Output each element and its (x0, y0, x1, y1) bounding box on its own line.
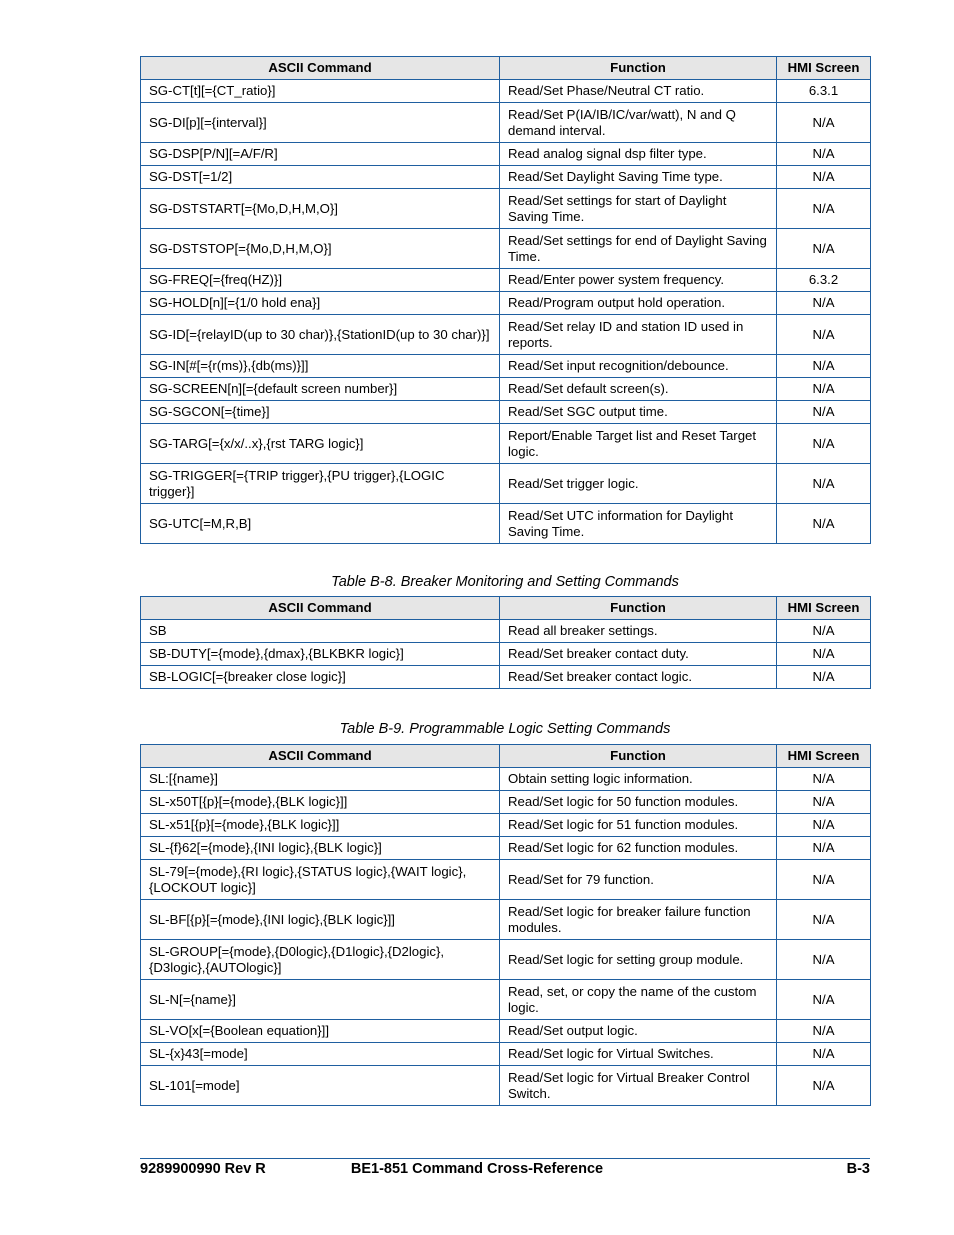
table-row (141, 424, 871, 464)
cell-command: SL-{f}62[={mode},{INI logic},{BLK logic}] (141, 837, 500, 860)
cell-function: Read/Set settings for end of Daylight Saving Time. (500, 229, 777, 269)
cell-command: SG-DI[p][={interval}] (141, 103, 500, 143)
cell-hmi: N/A (777, 166, 871, 189)
table-row (141, 143, 871, 166)
header-ascii-command: ASCII Command (141, 745, 500, 768)
cell-function: Read all breaker settings. (500, 620, 777, 643)
cell-hmi: N/A (777, 355, 871, 378)
cell-command: SG-ID[={relayID(up to 30 char)},{StationID(up to 30 char)}] (141, 315, 500, 355)
table-row (141, 814, 871, 837)
cell-hmi: N/A (777, 837, 871, 860)
cell-function: Read, set, or copy the name of the custom logic. (500, 980, 777, 1020)
table-header-row (141, 57, 871, 80)
cell-hmi: N/A (777, 1066, 871, 1106)
cell-hmi: 6.3.2 (777, 269, 871, 292)
cell-command: SG-SCREEN[n][={default screen number}] (141, 378, 500, 401)
table-row (141, 504, 871, 544)
cell-hmi: N/A (777, 143, 871, 166)
footer-divider (140, 1158, 870, 1159)
cell-function: Read/Set logic for breaker failure function modules. (500, 900, 777, 940)
table-header-row (141, 745, 871, 768)
table-row (141, 1043, 871, 1066)
cell-hmi: N/A (777, 860, 871, 900)
cell-hmi: N/A (777, 464, 871, 504)
cell-command: SG-DST[=1/2] (141, 166, 500, 189)
cell-function: Read/Set breaker contact duty. (500, 643, 777, 666)
cell-hmi: N/A (777, 666, 871, 689)
table-caption-b8: Table B-8. Breaker Monitoring and Setting Commands (331, 574, 679, 590)
cell-function: Read/Set logic for 62 function modules. (500, 837, 777, 860)
footer-document-number: 9289900990 Rev R (140, 1161, 266, 1177)
settings-commands-table (140, 56, 871, 544)
cell-hmi: N/A (777, 791, 871, 814)
cell-hmi: N/A (777, 814, 871, 837)
cell-function: Read/Set SGC output time. (500, 401, 777, 424)
table-row (141, 103, 871, 143)
table-row (141, 292, 871, 315)
cell-hmi: N/A (777, 504, 871, 544)
cell-command: SL-BF[{p}[={mode},{INI logic},{BLK logic}]] (141, 900, 500, 940)
table-row (141, 837, 871, 860)
cell-command: SG-TARG[={x/x/..x},{rst TARG logic}] (141, 424, 500, 464)
cell-function: Read/Set logic for 51 function modules. (500, 814, 777, 837)
cell-command: SB-DUTY[={mode},{dmax},{BLKBKR logic}] (141, 643, 500, 666)
header-ascii-command: ASCII Command (141, 57, 500, 80)
table-row (141, 229, 871, 269)
cell-command: SL-x51[{p}[={mode},{BLK logic}]] (141, 814, 500, 837)
header-hmi-screen: HMI Screen (777, 745, 871, 768)
cell-function: Read/Set logic for Virtual Switches. (500, 1043, 777, 1066)
header-function: Function (500, 57, 777, 80)
breaker-commands-table (140, 596, 871, 689)
cell-hmi: N/A (777, 315, 871, 355)
cell-function: Read/Set output logic. (500, 1020, 777, 1043)
cell-hmi: N/A (777, 189, 871, 229)
table-row (141, 378, 871, 401)
table-row (141, 355, 871, 378)
cell-hmi: N/A (777, 980, 871, 1020)
cell-command: SG-FREQ[={freq(HZ)}] (141, 269, 500, 292)
cell-function: Obtain setting logic information. (500, 768, 777, 791)
cell-function: Read/Set Daylight Saving Time type. (500, 166, 777, 189)
header-hmi-screen: HMI Screen (777, 57, 871, 80)
cell-command: SL:[{name}] (141, 768, 500, 791)
cell-command: SL-N[={name}] (141, 980, 500, 1020)
cell-hmi: N/A (777, 1043, 871, 1066)
table-row (141, 768, 871, 791)
cell-function: Read/Set for 79 function. (500, 860, 777, 900)
table-row (141, 643, 871, 666)
cell-command: SG-DSTSTART[={Mo,D,H,M,O}] (141, 189, 500, 229)
table-row (141, 666, 871, 689)
cell-hmi: N/A (777, 229, 871, 269)
table-row (141, 166, 871, 189)
cell-function: Read/Set default screen(s). (500, 378, 777, 401)
cell-command: SG-TRIGGER[={TRIP trigger},{PU trigger},{LOGIC trigger}] (141, 464, 500, 504)
cell-function: Read/Set breaker contact logic. (500, 666, 777, 689)
header-function: Function (500, 745, 777, 768)
cell-hmi: N/A (777, 103, 871, 143)
table-row (141, 1066, 871, 1106)
cell-command: SG-UTC[=M,R,B] (141, 504, 500, 544)
cell-function: Read/Set relay ID and station ID used in reports. (500, 315, 777, 355)
cell-hmi: N/A (777, 768, 871, 791)
cell-command: SG-HOLD[n][={1/0 hold ena}] (141, 292, 500, 315)
cell-command: SL-101[=mode] (141, 1066, 500, 1106)
cell-function: Read/Enter power system frequency. (500, 269, 777, 292)
header-hmi-screen: HMI Screen (777, 597, 871, 620)
cell-hmi: N/A (777, 1020, 871, 1043)
cell-hmi: N/A (777, 424, 871, 464)
table-row (141, 269, 871, 292)
cell-function: Read/Set logic for setting group module. (500, 940, 777, 980)
cell-hmi: N/A (777, 292, 871, 315)
header-ascii-command: ASCII Command (141, 597, 500, 620)
cell-function: Read/Set P(IA/IB/IC/var/watt), N and Q demand interval. (500, 103, 777, 143)
cell-command: SG-DSP[P/N][=A/F/R] (141, 143, 500, 166)
footer-section-title: BE1-851 Command Cross-Reference (350, 1161, 604, 1177)
cell-function: Read/Program output hold operation. (500, 292, 777, 315)
table-row (141, 401, 871, 424)
cell-hmi: N/A (777, 643, 871, 666)
table-row (141, 900, 871, 940)
cell-hmi: N/A (777, 620, 871, 643)
cell-command: SL-x50T[{p}[={mode},{BLK logic}]] (141, 791, 500, 814)
cell-command: SG-SGCON[={time}] (141, 401, 500, 424)
logic-commands-table (140, 744, 871, 1106)
cell-function: Read/Set Phase/Neutral CT ratio. (500, 80, 777, 103)
cell-hmi: N/A (777, 940, 871, 980)
cell-function: Read/Set logic for Virtual Breaker Control Switch. (500, 1066, 777, 1106)
table-row (141, 940, 871, 980)
cell-hmi: N/A (777, 900, 871, 940)
cell-command: SB (141, 620, 500, 643)
table-row (141, 464, 871, 504)
cell-command: SG-CT[t][={CT_ratio}] (141, 80, 500, 103)
cell-function: Read analog signal dsp filter type. (500, 143, 777, 166)
cell-command: SL-79[={mode},{RI logic},{STATUS logic},{WAIT logic},{LOCKOUT logic}] (141, 860, 500, 900)
cell-function: Report/Enable Target list and Reset Target logic. (500, 424, 777, 464)
cell-command: SB-LOGIC[={breaker close logic}] (141, 666, 500, 689)
cell-function: Read/Set trigger logic. (500, 464, 777, 504)
table-row (141, 791, 871, 814)
cell-hmi: 6.3.1 (777, 80, 871, 103)
header-function: Function (500, 597, 777, 620)
cell-function: Read/Set input recognition/debounce. (500, 355, 777, 378)
cell-command: SL-VO[x[={Boolean equation}]] (141, 1020, 500, 1043)
table-row (141, 1020, 871, 1043)
cell-command: SG-DSTSTOP[={Mo,D,H,M,O}] (141, 229, 500, 269)
cell-hmi: N/A (777, 378, 871, 401)
table-row (141, 189, 871, 229)
footer-page-number: B-3 (846, 1161, 870, 1177)
table-row (141, 980, 871, 1020)
cell-function: Read/Set logic for 50 function modules. (500, 791, 777, 814)
table-row (141, 860, 871, 900)
table-row (141, 80, 871, 103)
table-header-row (141, 597, 871, 620)
cell-function: Read/Set settings for start of Daylight Saving Time. (500, 189, 777, 229)
table-row (141, 620, 871, 643)
table-row (141, 315, 871, 355)
cell-function: Read/Set UTC information for Daylight Saving Time. (500, 504, 777, 544)
cell-hmi: N/A (777, 401, 871, 424)
table-caption-b9: Table B-9. Programmable Logic Setting Commands (339, 721, 671, 737)
cell-command: SG-IN[#[={r(ms)},{db(ms)}]] (141, 355, 500, 378)
cell-command: SL-{x}43[=mode] (141, 1043, 500, 1066)
cell-command: SL-GROUP[={mode},{D0logic},{D1logic},{D2logic},{D3logic},{AUTOlogic}] (141, 940, 500, 980)
